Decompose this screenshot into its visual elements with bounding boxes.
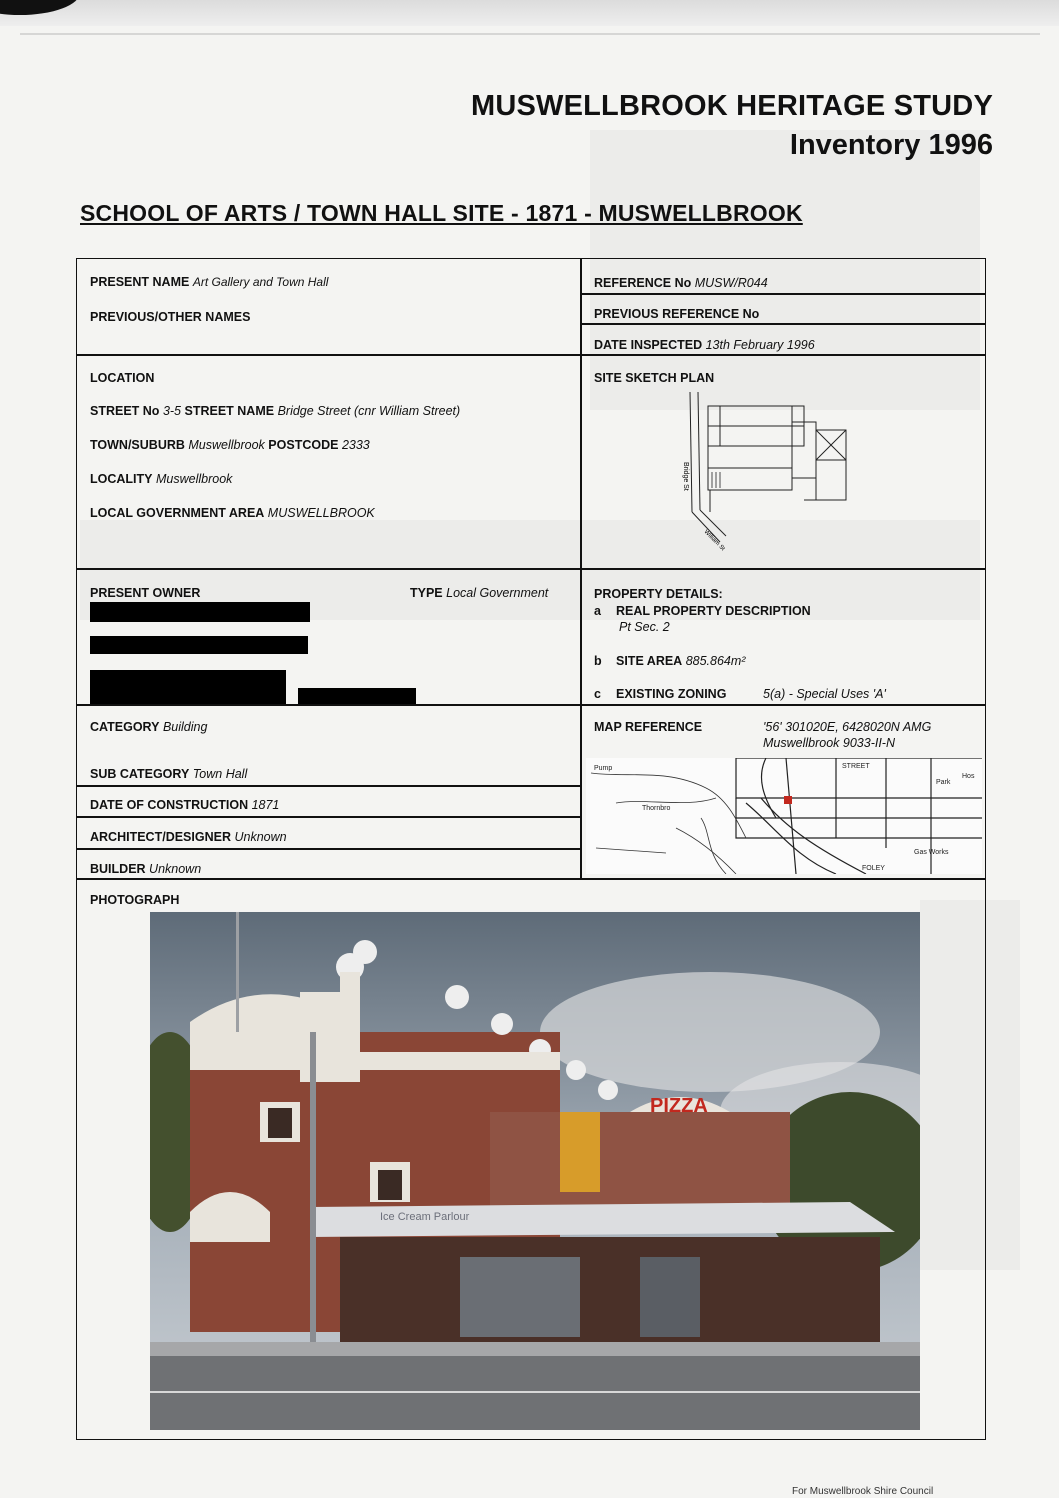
locality-row [90, 472, 232, 486]
town-label: TOWN/SUBURB [90, 438, 185, 452]
builder-row [90, 862, 201, 876]
site-title: SCHOOL OF ARTS / TOWN HALL SITE - 1871 - MUSWELLBROOK [80, 200, 803, 226]
site-sketch-label: SITE SKETCH PLAN [594, 371, 715, 385]
town-value: Muswellbrook [188, 438, 265, 452]
present-owner-label: PRESENT OWNER [90, 586, 201, 600]
map-label-gasworks: Gas Works [914, 849, 949, 856]
photo-drawing [150, 912, 920, 1430]
b-label: b [594, 654, 602, 668]
row-divider [76, 878, 986, 880]
redacted-owner-line [90, 602, 310, 622]
locality-label: LOCALITY [90, 472, 153, 486]
street-name-label: STREET NAME [184, 404, 275, 418]
map-label-pump: Pump [594, 765, 613, 772]
sub-category-row [90, 767, 247, 781]
site-area-value: 885.864m² [685, 654, 746, 668]
street-no-value: 3-5 [162, 404, 182, 418]
map-label-thornbro: Thornbro [642, 805, 671, 812]
map-reference-line1: '56' 301020E, 6428020N AMG [763, 720, 932, 734]
redacted-owner-line [298, 688, 416, 704]
date-inspected-label: DATE INSPECTED [594, 338, 703, 352]
date-construction-value: 1871 [251, 798, 280, 812]
present-name-row [90, 275, 328, 289]
real-property-value: Pt Sec. 2 [619, 620, 670, 634]
street-no-label: STREET No [90, 404, 160, 418]
reference-label: REFERENCE No [594, 276, 692, 290]
sketch-street-label: Bridge St [682, 462, 689, 491]
sub-category-label: SUB CATEGORY [90, 767, 190, 781]
builder-label: BUILDER [90, 862, 146, 876]
type-value: Local Government [446, 586, 549, 600]
map-drawing [586, 758, 982, 874]
site-sketch-drawing [680, 392, 860, 552]
map-label-foley: FOLEY [862, 865, 885, 872]
reference-value: MUSW/R044 [694, 276, 768, 290]
photograph-label: PHOTOGRAPH [90, 893, 180, 907]
date-inspected-row [594, 338, 815, 352]
category-label: CATEGORY [90, 720, 160, 734]
date-inspected-value: 13th February 1996 [705, 338, 815, 352]
property-details-label: PROPERTY DETAILS: [594, 587, 723, 601]
scan-line [20, 33, 1040, 35]
reference-row [594, 276, 768, 290]
date-construction-label: DATE OF CONSTRUCTION [90, 798, 249, 812]
category-row [90, 720, 207, 734]
row-divider [580, 323, 986, 325]
map-label-park: Park [936, 779, 951, 786]
building-photograph [150, 912, 920, 1430]
site-sketch-plan [680, 392, 860, 552]
row-divider [580, 293, 986, 295]
town-row [90, 438, 370, 452]
sub-category-value: Town Hall [192, 767, 248, 781]
present-name-value: Art Gallery and Town Hall [192, 275, 329, 289]
redacted-owner-line [90, 670, 286, 704]
row-divider [76, 785, 581, 787]
lga-row [90, 506, 375, 520]
type-label: TYPE [410, 586, 443, 600]
type-row [410, 586, 548, 600]
row-divider [76, 354, 986, 356]
location-label: LOCATION [90, 371, 155, 385]
row-divider [76, 704, 986, 706]
study-subtitle: Inventory 1996 [789, 129, 993, 161]
street-name-value: Bridge Street (cnr William Street) [277, 404, 461, 418]
street-row [90, 404, 460, 418]
site-area-label: SITE AREA [616, 654, 683, 668]
zoning-label: EXISTING ZONING [616, 687, 727, 701]
zoning-value: 5(a) - Special Uses 'A' [763, 687, 886, 701]
architect-row [90, 830, 287, 844]
row-divider [76, 816, 581, 818]
site-marker [784, 796, 792, 804]
lga-label: LOCAL GOVERNMENT AREA [90, 506, 265, 520]
scan-top-bar [0, 0, 1059, 26]
real-property-label: REAL PROPERTY DESCRIPTION [616, 604, 811, 618]
parlour-sign: Ice Cream Parlour [380, 1211, 470, 1223]
locality-value: Muswellbrook [155, 472, 233, 486]
postcode-value: 2333 [341, 438, 370, 452]
map-reference-line2: Muswellbrook 9033-II-N [763, 736, 895, 750]
footer-text: For Muswellbrook Shire Council [792, 1486, 934, 1497]
map-label-hos: Hos [962, 773, 975, 780]
pizza-sign: PIZZA [650, 1095, 708, 1117]
postcode-label: POSTCODE [268, 438, 339, 452]
map-excerpt [586, 758, 982, 874]
lga-value: MUSWELLBROOK [267, 506, 375, 520]
previous-names-label: PREVIOUS/OTHER NAMES [90, 310, 251, 324]
map-reference-label: MAP REFERENCE [594, 720, 703, 734]
redacted-owner-line [90, 636, 308, 654]
builder-value: Unknown [149, 862, 202, 876]
architect-value: Unknown [234, 830, 287, 844]
row-divider [76, 848, 581, 850]
c-label: c [594, 687, 601, 701]
present-name-label: PRESENT NAME [90, 275, 190, 289]
sketch-street2-label: William St [702, 529, 726, 552]
previous-reference-label: PREVIOUS REFERENCE No [594, 307, 760, 321]
row-divider [76, 568, 986, 570]
a-label: a [594, 604, 601, 618]
architect-label: ARCHITECT/DESIGNER [90, 830, 231, 844]
category-value: Building [162, 720, 208, 734]
date-construction-row [90, 798, 279, 812]
study-title: MUSWELLBROOK HERITAGE STUDY [470, 90, 993, 122]
map-label-street: STREET [842, 763, 870, 770]
site-area-row [616, 654, 745, 668]
